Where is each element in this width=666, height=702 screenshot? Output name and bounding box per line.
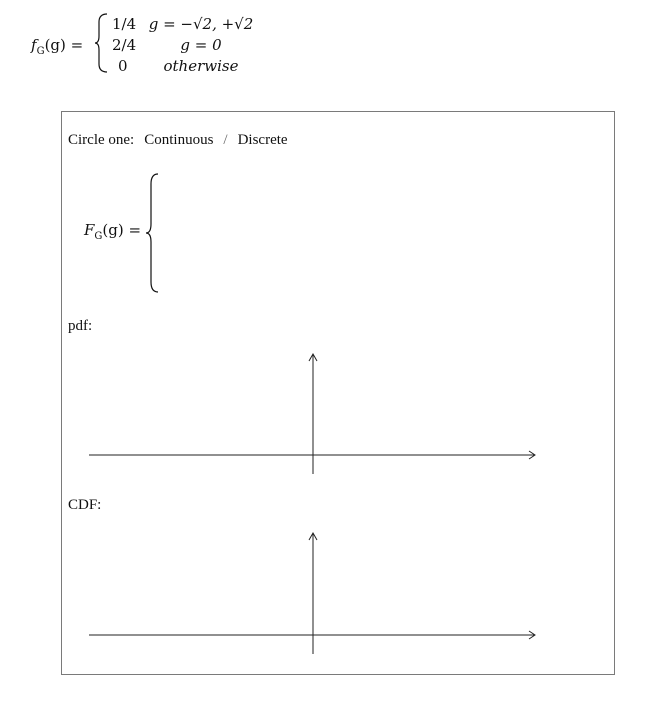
- option-separator: /: [223, 132, 228, 148]
- pdf-axes: [89, 354, 535, 474]
- option-continuous[interactable]: Continuous: [144, 132, 214, 148]
- density-subscript: G: [36, 46, 45, 57]
- option-discrete[interactable]: Discrete: [237, 132, 288, 148]
- density-argument: (g) =: [44, 36, 84, 54]
- case-value-3: 0: [118, 57, 128, 75]
- circle-one-label: Circle one:: [68, 132, 135, 148]
- cdf-subscript: G: [94, 231, 103, 242]
- pdf-label: pdf:: [68, 318, 93, 334]
- case-value-1: 1/4: [112, 15, 137, 33]
- case-condition-3: otherwise: [163, 57, 239, 75]
- cdf-argument: (g) =: [102, 221, 142, 239]
- cdf-axes: [89, 533, 535, 654]
- case-condition-2: g = 0: [180, 36, 222, 54]
- case-condition-1: g = −√2, +√2: [148, 15, 254, 33]
- density-f-symbol: f: [31, 36, 37, 54]
- cdf-label: CDF:: [68, 497, 102, 513]
- cdf-F-symbol: F: [84, 221, 95, 239]
- case-value-2: 2/4: [112, 36, 137, 54]
